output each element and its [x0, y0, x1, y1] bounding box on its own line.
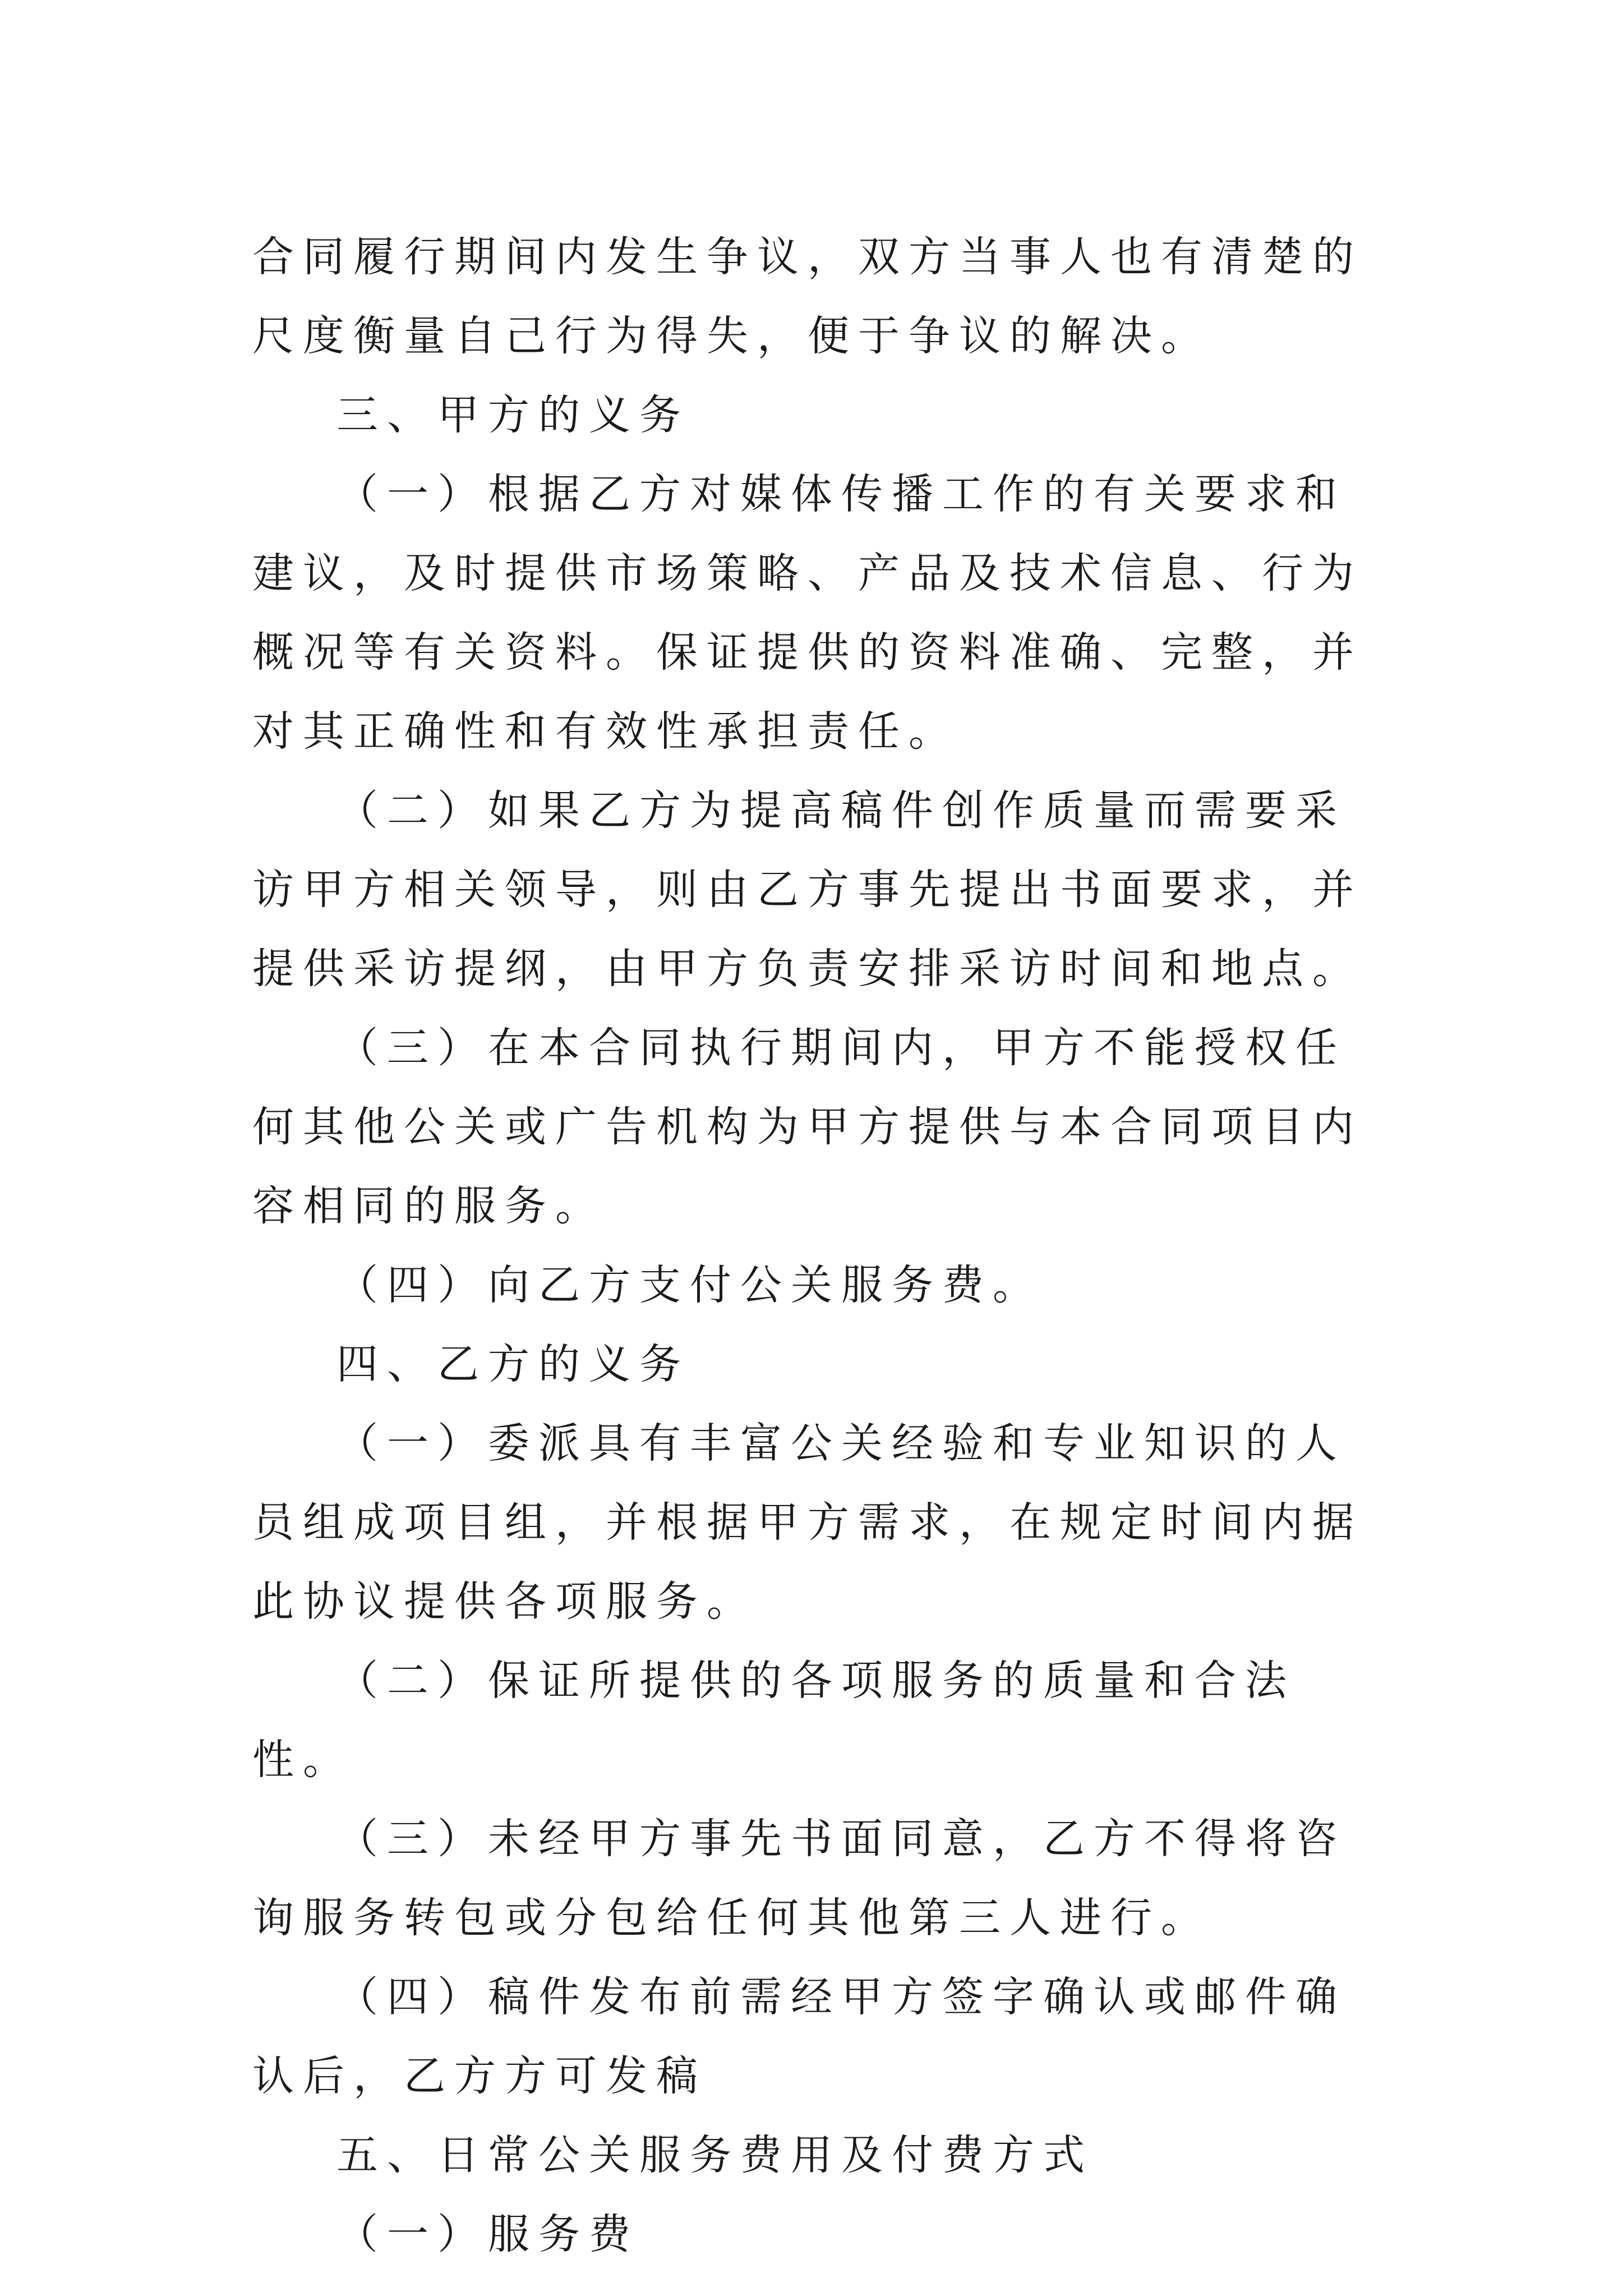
party-a-clause-2: （二）如果乙方为提高稿件创作质量而需要采访甲方相关领导，则由乙方事先提出书面要求，并提供采访提纲，由甲方负责安排采访时间和地点。 [252, 786, 1363, 993]
party-b-clause-3: （三）未经甲方事先书面同意，乙方不得将咨询服务转包或分包给任何其他第三人进行。 [252, 1815, 1346, 1942]
party-b-clause-1: （一）委派具有丰富公关经验和专业知识的人员组成项目组，并根据甲方需求，在规定时间内据此协议提供各项服务。 [252, 1419, 1363, 1626]
party-a-clause-3: （三）在本合同执行期间内，甲方不能授权任何其他公关或广告机构为甲方提供与本合同项目内容相同的服务。 [252, 1024, 1363, 1230]
paragraph-continuation: 合同履行期间内发生争议，双方当事人也有清楚的尺度衡量自己行为得失，便于争议的解决。 [252, 233, 1363, 360]
party-b-clause-4: （四）稿件发布前需经甲方签字确认或邮件确认后，乙方方可发稿 [252, 1973, 1346, 2100]
party-a-clause-1: （一）根据乙方对媒体传播工作的有关要求和建议，及时提供市场策略、产品及技术信息、行为概况等有关资料。保证提供的资料准确、完整，并对其正确性和有效性承担责任。 [252, 470, 1363, 756]
service-fee-clause-1: （一）服务费 [336, 2210, 639, 2258]
party-b-clause-2: （二）保证所提供的各项服务的质量和合法性。 [252, 1657, 1295, 1784]
document-body [252, 218, 1374, 2274]
section-heading-service-fees: 五、日常公关服务费用及付费方式 [336, 2131, 1094, 2179]
party-a-clause-4: （四）向乙方支付公关服务费。 [336, 1261, 1043, 1309]
section-heading-party-a-obligations: 三、甲方的义务 [336, 391, 690, 439]
section-heading-party-b-obligations: 四、乙方的义务 [336, 1340, 690, 1388]
